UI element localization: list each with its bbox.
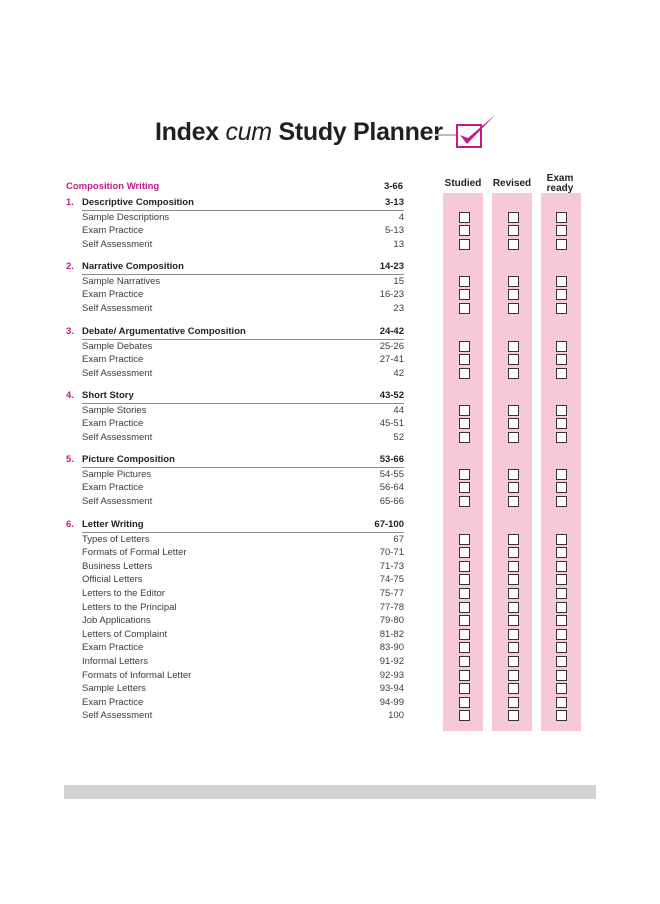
revised-checkbox[interactable] [508, 212, 519, 223]
revised-checkbox[interactable] [508, 289, 519, 300]
revised-checkbox[interactable] [508, 405, 519, 416]
revised-checkbox[interactable] [508, 239, 519, 250]
list-item [66, 696, 404, 709]
chapter-number: 4. [66, 390, 74, 401]
exam-ready-checkbox[interactable] [556, 418, 567, 429]
exam-ready-checkbox[interactable] [556, 642, 567, 653]
chapter-pages: 53-66 [379, 454, 404, 465]
item-label: Letters to the Editor [82, 588, 165, 599]
list-item [66, 353, 404, 366]
studied-checkbox[interactable] [459, 534, 470, 545]
chapter-heading [66, 325, 404, 338]
revised-checkbox[interactable] [508, 496, 519, 507]
item-pages: 83-90 [379, 642, 404, 653]
studied-checkbox[interactable] [459, 710, 470, 721]
studied-checkbox[interactable] [459, 289, 470, 300]
list-item [66, 628, 404, 641]
item-pages: 4 [398, 212, 404, 223]
list-item [66, 587, 404, 600]
list-item [66, 404, 404, 417]
item-label: Self Assessment [82, 496, 153, 507]
exam-ready-checkbox[interactable] [556, 432, 567, 443]
studied-checkbox[interactable] [459, 588, 470, 599]
exam-ready-checkbox[interactable] [556, 588, 567, 599]
exam-ready-checkbox[interactable] [556, 469, 567, 480]
list-item [66, 340, 404, 353]
item-pages: 65-66 [379, 496, 404, 507]
item-label: Sample Letters [82, 683, 146, 694]
item-label: Informal Letters [82, 656, 148, 667]
chapter-title: Descriptive Composition [82, 197, 194, 208]
studied-checkbox[interactable] [459, 496, 470, 507]
studied-checkbox[interactable] [459, 276, 470, 287]
exam-ready-checkbox[interactable] [556, 534, 567, 545]
revised-checkbox[interactable] [508, 629, 519, 640]
revised-checkbox[interactable] [508, 432, 519, 443]
item-pages: 56-64 [379, 482, 404, 493]
chapter-pages: 43-52 [379, 390, 404, 401]
item-pages: 13 [393, 239, 404, 250]
list-item [66, 211, 404, 224]
chapter-heading [66, 453, 404, 466]
item-pages: 71-73 [379, 561, 404, 572]
studied-column-header: Studied [444, 178, 482, 189]
list-item [66, 481, 404, 494]
item-pages: 54-55 [379, 469, 404, 480]
studied-checkbox[interactable] [459, 602, 470, 613]
chapter-pages: 67-100 [374, 519, 404, 530]
title-italic: cum [225, 118, 272, 146]
exam-ready-checkbox[interactable] [556, 496, 567, 507]
list-item [66, 655, 404, 668]
exam-ready-checkbox[interactable] [556, 574, 567, 585]
chapter-pages: 14-23 [379, 261, 404, 272]
list-item [66, 275, 404, 288]
studied-checkbox[interactable] [459, 354, 470, 365]
exam-ready-checkbox[interactable] [556, 341, 567, 352]
item-pages: 15 [393, 276, 404, 287]
exam-ready-checkbox[interactable] [556, 225, 567, 236]
item-pages: 5-13 [384, 225, 404, 236]
revised-checkbox[interactable] [508, 574, 519, 585]
exam-ready-checkbox[interactable] [556, 561, 567, 572]
list-item [66, 546, 404, 559]
list-item [66, 560, 404, 573]
exam-ready-checkbox[interactable] [556, 602, 567, 613]
list-item [66, 468, 404, 481]
exam-ready-checkbox[interactable] [556, 615, 567, 626]
studied-checkbox[interactable] [459, 670, 470, 681]
item-label: Sample Debates [82, 341, 153, 352]
list-item [66, 614, 404, 627]
chapter-number: 2. [66, 261, 74, 272]
exam-ready-checkbox[interactable] [556, 670, 567, 681]
chapter-title: Letter Writing [82, 519, 144, 530]
studied-checkbox[interactable] [459, 239, 470, 250]
item-pages: 79-80 [379, 615, 404, 626]
chapter-title: Short Story [82, 390, 134, 401]
item-pages: 70-71 [379, 547, 404, 558]
list-item [66, 682, 404, 695]
item-label: Exam Practice [82, 642, 144, 653]
revised-checkbox[interactable] [508, 561, 519, 572]
item-label: Self Assessment [82, 432, 153, 443]
studied-checkbox[interactable] [459, 368, 470, 379]
chapter-heading [66, 389, 404, 402]
chapter-pages: 3-13 [384, 197, 404, 208]
exam-ready-checkbox[interactable] [556, 289, 567, 300]
item-label: Self Assessment [82, 368, 153, 379]
item-label: Exam Practice [82, 482, 144, 493]
exam-ready-checkbox[interactable] [556, 683, 567, 694]
revised-checkbox[interactable] [508, 482, 519, 493]
item-pages: 16-23 [379, 289, 404, 300]
chapter-title: Debate/ Argumentative Composition [82, 326, 246, 337]
revised-checkbox[interactable] [508, 225, 519, 236]
exam-ready-checkbox[interactable] [556, 303, 567, 314]
exam-ready-checkbox[interactable] [556, 239, 567, 250]
chapter-heading [66, 518, 404, 531]
list-item [66, 238, 404, 251]
list-item [66, 573, 404, 586]
revised-checkbox[interactable] [508, 469, 519, 480]
item-pages: 91-92 [379, 656, 404, 667]
section-title: Composition Writing [66, 181, 160, 192]
exam-ready-checkbox[interactable] [556, 697, 567, 708]
item-label: Formats of Formal Letter [82, 547, 187, 558]
studied-checkbox[interactable] [459, 418, 470, 429]
exam-ready-checkbox[interactable] [556, 629, 567, 640]
list-item [66, 495, 404, 508]
revised-checkbox[interactable] [508, 602, 519, 613]
item-label: Sample Pictures [82, 469, 152, 480]
chapter-number: 5. [66, 454, 74, 465]
item-pages: 81-82 [379, 629, 404, 640]
exam-ready-checkbox[interactable] [556, 482, 567, 493]
exam-ready-checkbox[interactable] [556, 405, 567, 416]
studied-checkbox[interactable] [459, 432, 470, 443]
revised-checkbox[interactable] [508, 588, 519, 599]
revised-checkbox[interactable] [508, 547, 519, 558]
studied-checkbox[interactable] [459, 561, 470, 572]
revised-checkbox[interactable] [508, 368, 519, 379]
item-pages: 25-26 [379, 341, 404, 352]
chapter-number: 1. [66, 197, 74, 208]
studied-checkbox[interactable] [459, 225, 470, 236]
exam-ready-checkbox[interactable] [556, 547, 567, 558]
chapter-number: 3. [66, 326, 74, 337]
title-rest: Study Planner [278, 118, 443, 146]
item-pages: 45-51 [379, 418, 404, 429]
item-pages: 74-75 [379, 574, 404, 585]
list-item [66, 417, 404, 430]
item-pages: 100 [388, 710, 404, 721]
item-label: Exam Practice [82, 289, 144, 300]
item-label: Self Assessment [82, 710, 153, 721]
revised-checkbox[interactable] [508, 303, 519, 314]
list-item [66, 669, 404, 682]
chapter-title: Narrative Composition [82, 261, 184, 272]
item-label: Self Assessment [82, 239, 153, 250]
item-pages: 67 [393, 534, 404, 545]
revised-checkbox[interactable] [508, 341, 519, 352]
exam-ready-checkbox[interactable] [556, 354, 567, 365]
page-title [155, 118, 443, 150]
chapter-heading [66, 260, 404, 273]
list-item [66, 431, 404, 444]
exam-ready-checkbox[interactable] [556, 710, 567, 721]
studied-checkbox[interactable] [459, 629, 470, 640]
list-item [66, 601, 404, 614]
item-pages: 77-78 [379, 602, 404, 613]
item-pages: 42 [393, 368, 404, 379]
item-pages: 27-41 [379, 354, 404, 365]
revised-checkbox[interactable] [508, 683, 519, 694]
item-label: Letters of Complaint [82, 629, 168, 640]
item-label: Sample Stories [82, 405, 147, 416]
revised-checkbox[interactable] [508, 354, 519, 365]
checkmark-icon [433, 112, 499, 152]
item-label: Sample Narratives [82, 276, 161, 287]
list-item [66, 224, 404, 237]
item-label: Business Letters [82, 561, 153, 572]
item-label: Exam Practice [82, 697, 144, 708]
item-label: Types of Letters [82, 534, 150, 545]
chapter-number: 6. [66, 519, 74, 530]
item-label: Self Assessment [82, 303, 153, 314]
revised-checkbox[interactable] [508, 710, 519, 721]
list-item [66, 641, 404, 654]
exam-ready-checkbox[interactable] [556, 656, 567, 667]
studied-checkbox[interactable] [459, 341, 470, 352]
revised-column-header: Revised [492, 178, 532, 189]
studied-checkbox[interactable] [459, 469, 470, 480]
item-pages: 93-94 [379, 683, 404, 694]
revised-checkbox[interactable] [508, 615, 519, 626]
chapter-heading [66, 196, 404, 209]
revised-checkbox[interactable] [508, 534, 519, 545]
list-item [66, 367, 404, 380]
exam-ready-checkbox[interactable] [556, 368, 567, 379]
exam-ready-column-header: Exam ready [546, 173, 574, 194]
list-item [66, 709, 404, 722]
item-label: Exam Practice [82, 354, 144, 365]
studied-checkbox[interactable] [459, 482, 470, 493]
list-item [66, 288, 404, 301]
item-label: Official Letters [82, 574, 143, 585]
item-label: Exam Practice [82, 418, 144, 429]
revised-checkbox[interactable] [508, 276, 519, 287]
studied-checkbox[interactable] [459, 683, 470, 694]
chapter-title: Picture Composition [82, 454, 175, 465]
item-pages: 94-99 [379, 697, 404, 708]
section-pages: 3-66 [383, 181, 403, 192]
title-main: Index [155, 118, 219, 146]
revised-checkbox[interactable] [508, 697, 519, 708]
revised-checkbox[interactable] [508, 642, 519, 653]
exam-ready-checkbox[interactable] [556, 212, 567, 223]
studied-checkbox[interactable] [459, 574, 470, 585]
studied-checkbox[interactable] [459, 405, 470, 416]
revised-checkbox[interactable] [508, 670, 519, 681]
item-label: Exam Practice [82, 225, 144, 236]
item-pages: 23 [393, 303, 404, 314]
list-item [66, 302, 404, 315]
studied-checkbox[interactable] [459, 303, 470, 314]
studied-checkbox[interactable] [459, 547, 470, 558]
studied-checkbox[interactable] [459, 642, 470, 653]
item-pages: 75-77 [379, 588, 404, 599]
revised-checkbox[interactable] [508, 656, 519, 667]
studied-checkbox[interactable] [459, 212, 470, 223]
item-pages: 52 [393, 432, 404, 443]
item-label: Letters to the Principal [82, 602, 177, 613]
item-label: Job Applications [82, 615, 151, 626]
item-pages: 92-93 [379, 670, 404, 681]
list-item [66, 533, 404, 546]
studied-checkbox[interactable] [459, 697, 470, 708]
studied-checkbox[interactable] [459, 615, 470, 626]
exam-ready-checkbox[interactable] [556, 276, 567, 287]
chapter-pages: 24-42 [379, 326, 404, 337]
footer-bar [64, 785, 596, 799]
revised-checkbox[interactable] [508, 418, 519, 429]
studied-checkbox[interactable] [459, 656, 470, 667]
item-pages: 44 [393, 405, 404, 416]
item-label: Formats of Informal Letter [82, 670, 192, 681]
item-label: Sample Descriptions [82, 212, 170, 223]
